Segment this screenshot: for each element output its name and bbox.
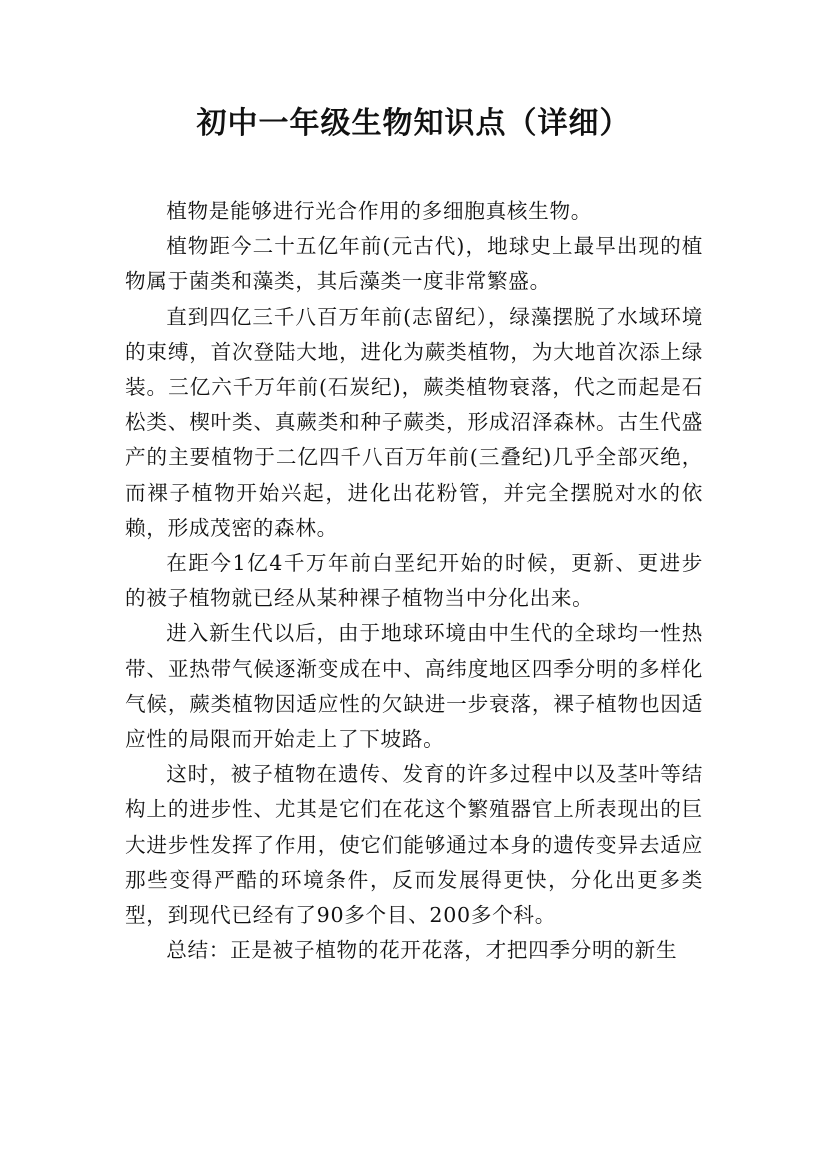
paragraph-land-plant-evolution: 直到四亿三千八百万年前(志留纪），绿藻摆脱了水域环境的束缚，首次登陆大地，进化为蕨类植物，为大地首次添上绿装。三亿六千万年前(石炭纪)，蕨类植物衰落，代之而起是石松类、楔叶类、真蕨类和种子蕨类，形成沼泽森林。古生代盛产的主要植物于二亿四千八百万年前(三叠纪)几乎全部灭绝，而裸子植物开始兴起，进化出花粉管，并完全摆脱对水的依赖，形成茂密的森林。 <box>125 304 703 540</box>
paragraph-summary: 总结：正是被子植物的花开花落，才把四季分明的新生 <box>166 938 678 963</box>
paragraph-cenozoic-climate: 进入新生代以后，由于地球环境由中生代的全球均一性热带、亚热带气候逐渐变成在中、高纬度地区四季分明的多样化气候，蕨类植物因适应性的欠缺进一步衰落，裸子植物也因适应性的局限而开始走上了下坡路。 <box>125 621 703 752</box>
paragraph-angiosperm-progress: 这时，被子植物在遗传、发育的许多过程中以及茎叶等结构上的进步性、尤其是它们在花这个繁殖器官上所表现出的巨大进步性发挥了作用，使它们能够通过本身的遗传变异去适应那些变得严酷的环境条件，反而发展得更快，分化出更多类型，到现代已经有了90多个目、200多个科。 <box>125 762 703 928</box>
paragraph-cretaceous-angiosperms: 在距今1亿4千万年前白垩纪开始的时候，更新、更进步的被子植物就已经从某种裸子植物当中分化出来。 <box>125 551 703 611</box>
document-title: 初中一年级生物知识点（详细） <box>196 106 631 141</box>
paragraph-proterozoic-origin: 植物距今二十五亿年前(元古代)，地球史上最早出现的植物属于菌类和藻类，其后藻类一度非常繁盛。 <box>125 234 703 294</box>
paragraph-plant-definition: 植物是能够进行光合作用的多细胞真核生物。 <box>166 199 593 223</box>
document-body <box>125 194 703 968</box>
